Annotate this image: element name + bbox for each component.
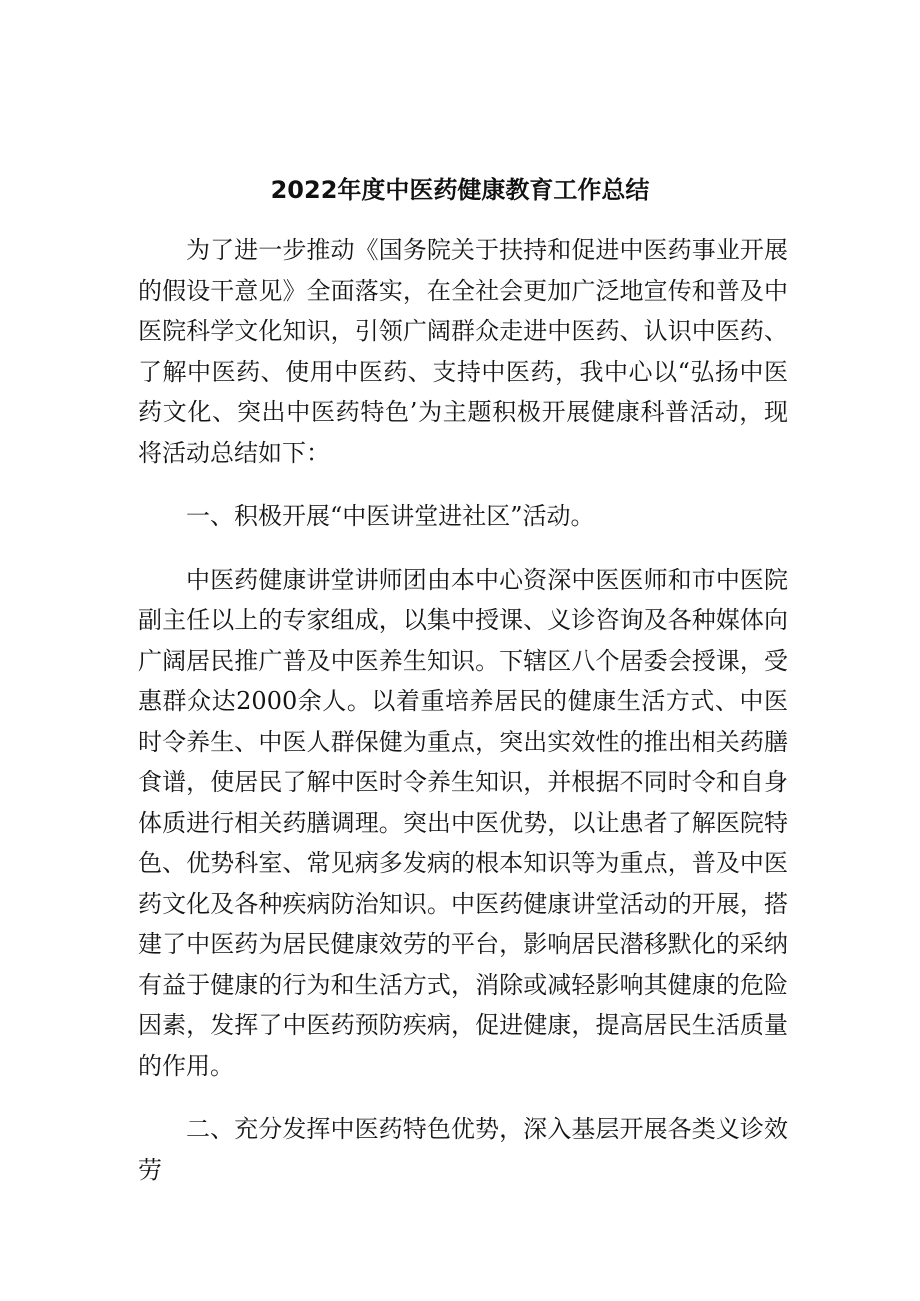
document-body <box>138 230 788 1190</box>
document-title: 2022年度中医药健康教育工作总结 <box>270 176 650 204</box>
intro-paragraph: 为了进一步推动《国务院关于扶持和促进中医药事业开展的假设干意见》全面落实，在全社会更加广泛地宣传和普及中医院科学文化知识，引领广阔群众走进中医药、认识中医药、了解中医药、使用中医药、支持中医药，我中心以“弘扬中医药文化、突出中医药特色’为主题积极开展健康科普活动，现将活动总结如下： <box>138 236 788 467</box>
section-heading-1: 一、积极开展“中医讲堂进社区”活动。 <box>186 502 595 530</box>
section-paragraph-1: 中医药健康讲堂讲师团由本中心资深中医医师和市中医院副主任以上的专家组成，以集中授课、义诊咨询及各种媒体向广阔居民推广普及中医养生知识。下辖区八个居委会授课，受惠群众达2000余人。以着重培养居民的健康生活方式、中医时令养生、中医人群保健为重点，突出实效性的推出相关药膳食谱，使居民了解中医时令养生知识，并根据不同时令和自身体质进行相关药膳调理。突出中医优势，以让患者了解医院特色、优势科室、常见病多发病的根本知识等为重点，普及中医药文化及各种疾病防治知识。中医药健康讲堂活动的开展，搭建了中医药为居民健康效劳的平台，影响居民潜移默化的采纳有益于健康的行为和生活方式，消除或减轻影响其健康的危险因素，发挥了中医药预防疾病，促进健康，提高居民生活质量的作用。 <box>138 565 788 1080</box>
section-heading-2: 二、充分发挥中医药特色优势，深入基层开展各类义诊效劳 <box>138 1115 788 1184</box>
